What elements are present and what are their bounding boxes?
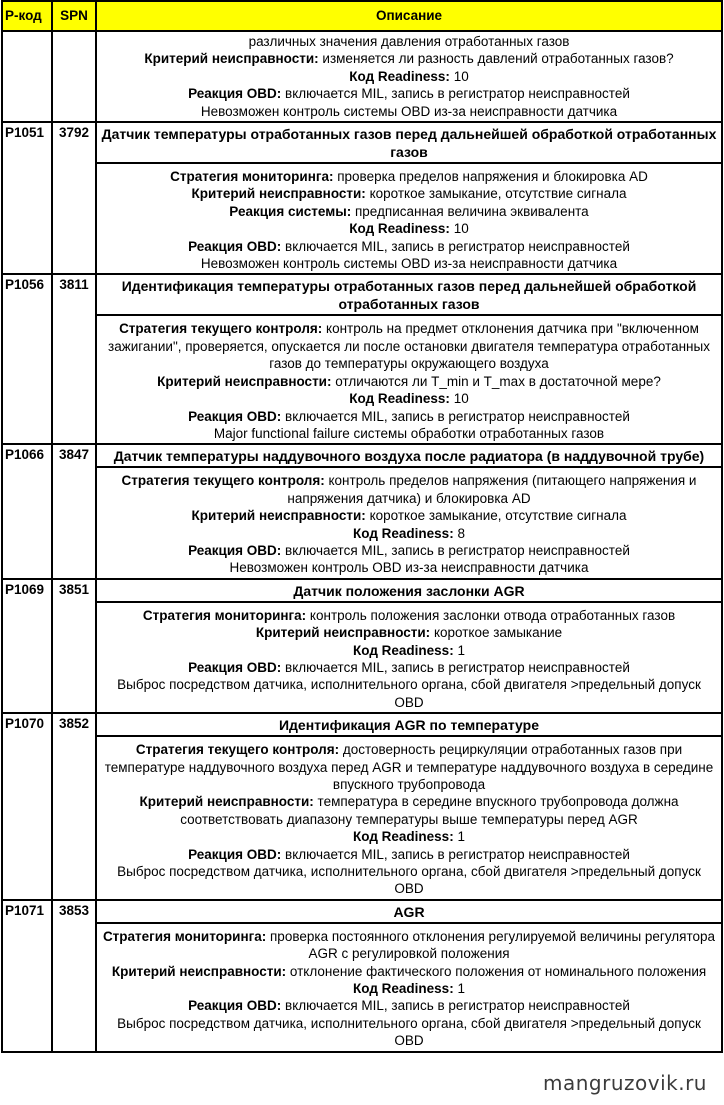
spn-number: 3811 bbox=[52, 274, 96, 444]
document-page bbox=[1, 0, 721, 1053]
field-label: Критерий неисправности: bbox=[157, 373, 332, 389]
field-value: Выброс посредством датчика, исполнительного органа, сбой двигателя >предельный допуск OBD bbox=[117, 677, 701, 710]
spn-number: 3847 bbox=[52, 444, 96, 578]
dtc-description bbox=[96, 444, 722, 578]
field-value: изменяется ли разность давлений отработанных газов? bbox=[318, 51, 674, 67]
field-value: Выброс посредством датчика, исполнительного органа, сбой двигателя >предельный допуск OBD bbox=[117, 864, 701, 897]
description-line bbox=[101, 408, 717, 425]
description-line bbox=[101, 168, 717, 185]
table-header-row bbox=[2, 1, 722, 31]
dtc-description bbox=[96, 713, 722, 900]
field-value: включается MIL, запись в регистратор неисправностей bbox=[281, 998, 630, 1014]
field-label: Реакция OBD: bbox=[188, 408, 282, 424]
description-line bbox=[101, 85, 717, 102]
description-line bbox=[101, 624, 717, 641]
field-value: включается MIL, запись в регистратор неисправностей bbox=[281, 86, 630, 102]
field-value: контроль положения заслонки отвода отработанных газов bbox=[306, 607, 676, 623]
dtc-title: Датчик температуры отработанных газов перед дальнейшей обработкой отработанных газов bbox=[97, 123, 721, 164]
field-label: Реакция OBD: bbox=[188, 998, 282, 1014]
spn-number: 3853 bbox=[52, 900, 96, 1052]
continuation-spn bbox=[52, 31, 96, 122]
field-label: Критерий неисправности: bbox=[255, 625, 431, 641]
field-label: Код Readiness: bbox=[349, 68, 450, 84]
field-value: 10 bbox=[449, 68, 469, 84]
field-label: Код Readiness: bbox=[353, 981, 454, 997]
dtc-description bbox=[96, 579, 722, 713]
description-line bbox=[101, 525, 717, 542]
dtc-body bbox=[97, 737, 721, 899]
header-spn: SPN bbox=[52, 1, 96, 31]
dtc-code: P1069 bbox=[2, 579, 52, 713]
field-label: Код Readiness: bbox=[349, 391, 450, 407]
dtc-title: Датчик температуры наддувочного воздуха после радиатора (в наддувочной трубе) bbox=[97, 445, 721, 468]
description-line bbox=[101, 559, 717, 576]
spn-number: 3851 bbox=[52, 579, 96, 713]
dtc-table bbox=[1, 0, 723, 1053]
dtc-row bbox=[2, 274, 722, 444]
description-line bbox=[101, 963, 717, 980]
field-label: Критерий неисправности: bbox=[191, 186, 366, 202]
field-value: достоверность рециркуляции отработанных газов при температуре наддувочного воздуха перед AGR и температуре наддувочного воздуха в середине впускного трубопровода bbox=[104, 742, 714, 792]
field-value: температура в середине впускного трубопровода должна соответствовать диапазону температуры выше температуры перед AGR bbox=[180, 794, 679, 827]
description-line bbox=[101, 33, 717, 50]
dtc-body bbox=[97, 603, 721, 712]
dtc-title: Датчик положения заслонки AGR bbox=[97, 580, 721, 603]
description-line bbox=[101, 68, 717, 85]
field-label: Реакция OBD: bbox=[188, 238, 282, 254]
field-value: включается MIL, запись в регистратор неисправностей bbox=[281, 659, 630, 675]
dtc-row bbox=[2, 900, 722, 1052]
header-code: Р-код bbox=[2, 1, 52, 31]
field-value: предписанная величина эквивалента bbox=[351, 203, 589, 219]
field-value: включается MIL, запись в регистратор неисправностей bbox=[281, 542, 630, 558]
description-line bbox=[101, 203, 717, 220]
field-label: Стратегия мониторинга: bbox=[170, 169, 334, 185]
field-value: 8 bbox=[453, 525, 465, 541]
description-line bbox=[101, 676, 717, 711]
field-label: Код Readiness: bbox=[349, 221, 450, 237]
field-value: Невозможен контроль OBD из-за неисправности датчика bbox=[229, 560, 589, 576]
field-label: Реакция OBD: bbox=[188, 659, 282, 675]
description-line bbox=[101, 185, 717, 202]
description-line bbox=[101, 793, 717, 828]
description-line bbox=[101, 103, 717, 120]
field-value: Невозможен контроль системы OBD из-за неисправности датчика bbox=[200, 103, 618, 119]
field-value: короткое замыкание bbox=[430, 625, 563, 641]
description-line bbox=[101, 846, 717, 863]
dtc-code: P1056 bbox=[2, 274, 52, 444]
field-label: Код Readiness: bbox=[353, 525, 454, 541]
field-label: Реакция OBD: bbox=[188, 542, 282, 558]
field-label: Реакция OBD: bbox=[188, 846, 282, 862]
field-label: Реакция системы: bbox=[229, 203, 352, 219]
description-line bbox=[101, 1015, 717, 1050]
field-label: Критерий неисправности: bbox=[191, 508, 366, 524]
field-label: Критерий неисправности: bbox=[111, 963, 287, 979]
field-value: 1 bbox=[453, 981, 465, 997]
dtc-description bbox=[96, 274, 722, 444]
field-value: контроль на предмет отклонения датчика при "включенном зажигании", проверяется, опускается ли после остановки двигателя температура отработанных газов до температуры окружающего воздуха bbox=[108, 321, 710, 372]
field-label: Стратегия мониторинга: bbox=[102, 928, 267, 944]
field-value: короткое замыкание, отсутствие сигнала bbox=[365, 186, 627, 202]
description-line bbox=[101, 863, 717, 898]
field-value: короткое замыкание, отсутствие сигнала bbox=[365, 508, 627, 524]
description-line bbox=[101, 472, 717, 507]
description-line bbox=[101, 928, 717, 963]
field-value: отклонение фактического положения от номинального положения bbox=[286, 963, 707, 979]
dtc-row bbox=[2, 444, 722, 578]
continuation-body bbox=[97, 32, 721, 121]
dtc-title: Идентификация температуры отработанных газов перед дальнейшей обработкой отработанных газов bbox=[97, 275, 721, 316]
field-label: Критерий неисправности: bbox=[144, 51, 319, 67]
dtc-body bbox=[97, 164, 721, 273]
field-value: отличаются ли T_min и T_max в достаточной мере? bbox=[331, 373, 661, 389]
description-line bbox=[101, 659, 717, 676]
continuation-code bbox=[2, 31, 52, 122]
field-value: различных значения давления отработанных газов bbox=[248, 34, 570, 49]
description-line bbox=[101, 997, 717, 1014]
dtc-row bbox=[2, 579, 722, 713]
dtc-body bbox=[97, 924, 721, 1051]
dtc-description bbox=[96, 900, 722, 1052]
field-label: Код Readiness: bbox=[353, 642, 454, 658]
field-value: Выброс посредством датчика, исполнительного органа, сбой двигателя >предельный допуск OBD bbox=[117, 1015, 701, 1049]
field-value: Major functional failure системы обработки отработанных газов bbox=[213, 425, 605, 441]
field-label: Критерий неисправности: bbox=[139, 794, 314, 810]
description-line bbox=[101, 373, 717, 390]
description-line bbox=[101, 50, 717, 67]
field-value: 1 bbox=[453, 829, 465, 845]
field-value: 10 bbox=[449, 221, 469, 237]
dtc-code: P1071 bbox=[2, 900, 52, 1052]
description-line bbox=[101, 542, 717, 559]
description-line bbox=[101, 390, 717, 407]
spn-number: 3852 bbox=[52, 713, 96, 900]
description-line bbox=[101, 980, 717, 997]
field-label: Код Readiness: bbox=[353, 829, 454, 845]
description-line bbox=[101, 741, 717, 793]
dtc-body bbox=[97, 468, 721, 577]
field-value: включается MIL, запись в регистратор неисправностей bbox=[281, 846, 630, 862]
description-line bbox=[101, 425, 717, 442]
description-line bbox=[101, 255, 717, 272]
field-label: Стратегия мониторинга: bbox=[142, 607, 307, 623]
spn-number: 3792 bbox=[52, 122, 96, 274]
description-line bbox=[101, 507, 717, 524]
dtc-code: P1051 bbox=[2, 122, 52, 274]
description-line bbox=[101, 220, 717, 237]
field-value: проверка постоянного отклонения регулируемой величины регулятора AGR с регулировкой положения bbox=[266, 928, 716, 962]
header-description: Описание bbox=[96, 1, 722, 31]
field-value: включается MIL, запись в регистратор неисправностей bbox=[281, 238, 630, 254]
field-value: контроль пределов напряжения (питающего напряжения и напряжения датчика) и блокировка AD bbox=[287, 473, 697, 506]
continuation-row bbox=[2, 31, 722, 122]
dtc-title: Идентификация AGR по температуре bbox=[97, 714, 721, 737]
field-value: включается MIL, запись в регистратор неисправностей bbox=[281, 408, 630, 424]
dtc-title: AGR bbox=[97, 901, 721, 924]
description-line bbox=[101, 320, 717, 372]
dtc-code: P1066 bbox=[2, 444, 52, 578]
description-line bbox=[101, 607, 717, 624]
field-value: проверка пределов напряжения и блокировка AD bbox=[333, 169, 648, 185]
dtc-body bbox=[97, 316, 721, 443]
dtc-description bbox=[96, 122, 722, 274]
field-value: 10 bbox=[449, 391, 469, 407]
dtc-row bbox=[2, 122, 722, 274]
field-value: 1 bbox=[453, 642, 465, 658]
field-value: Невозможен контроль системы OBD из-за неисправности датчика bbox=[200, 256, 618, 272]
field-label: Стратегия текущего контроля: bbox=[135, 742, 340, 758]
field-label: Стратегия текущего контроля: bbox=[119, 321, 323, 337]
description-line bbox=[101, 238, 717, 255]
description-line bbox=[101, 828, 717, 845]
field-label: Реакция OBD: bbox=[188, 86, 282, 102]
description-line bbox=[101, 642, 717, 659]
continuation-description bbox=[96, 31, 722, 122]
dtc-code: P1070 bbox=[2, 713, 52, 900]
watermark: mangruzovik.ru bbox=[543, 1071, 707, 1095]
dtc-row bbox=[2, 713, 722, 900]
field-label: Стратегия текущего контроля: bbox=[121, 473, 325, 489]
